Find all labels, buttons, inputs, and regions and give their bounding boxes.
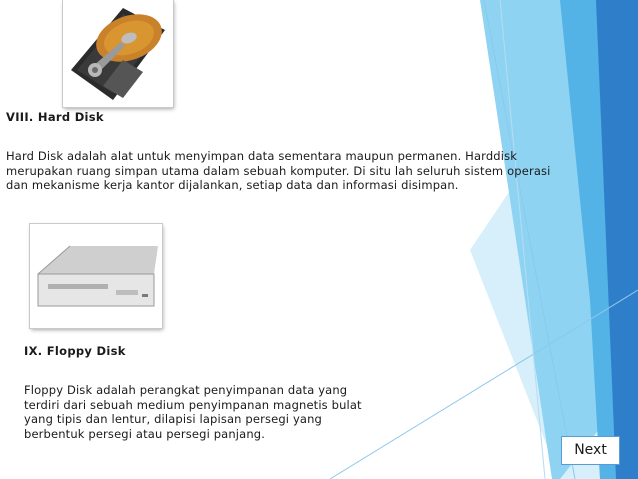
hard-disk-photo-icon [63,0,173,107]
hard-disk-image [63,0,173,107]
next-button[interactable]: Next [561,436,620,465]
hard-disk-heading: VIII. Hard Disk [6,110,104,124]
floppy-drive-image [30,224,162,328]
next-arrow-icon[interactable] [622,436,636,465]
hard-disk-description: Hard Disk adalah alat untuk menyimpan data sementara maupun permanen. Harddisk merupakan ruang simpan utama dalam sebuah komputer. Di situ lah seluruh sistem operasi dan mekanisme kerja kantor dijalankan, setiap data dan informasi disimpan. [6,149,551,192]
floppy-drive-photo-icon [30,224,162,328]
floppy-disk-description: Floppy Disk adalah perangkat penyimpanan data yang terdiri dari sebuah medium penyimpanan magnetis bulat yang tipis dan lentur, dilapisi lapisan persegi yang berbentuk persegi atau persegi panjang. [24,383,362,441]
floppy-disk-heading: IX. Floppy Disk [24,344,126,358]
